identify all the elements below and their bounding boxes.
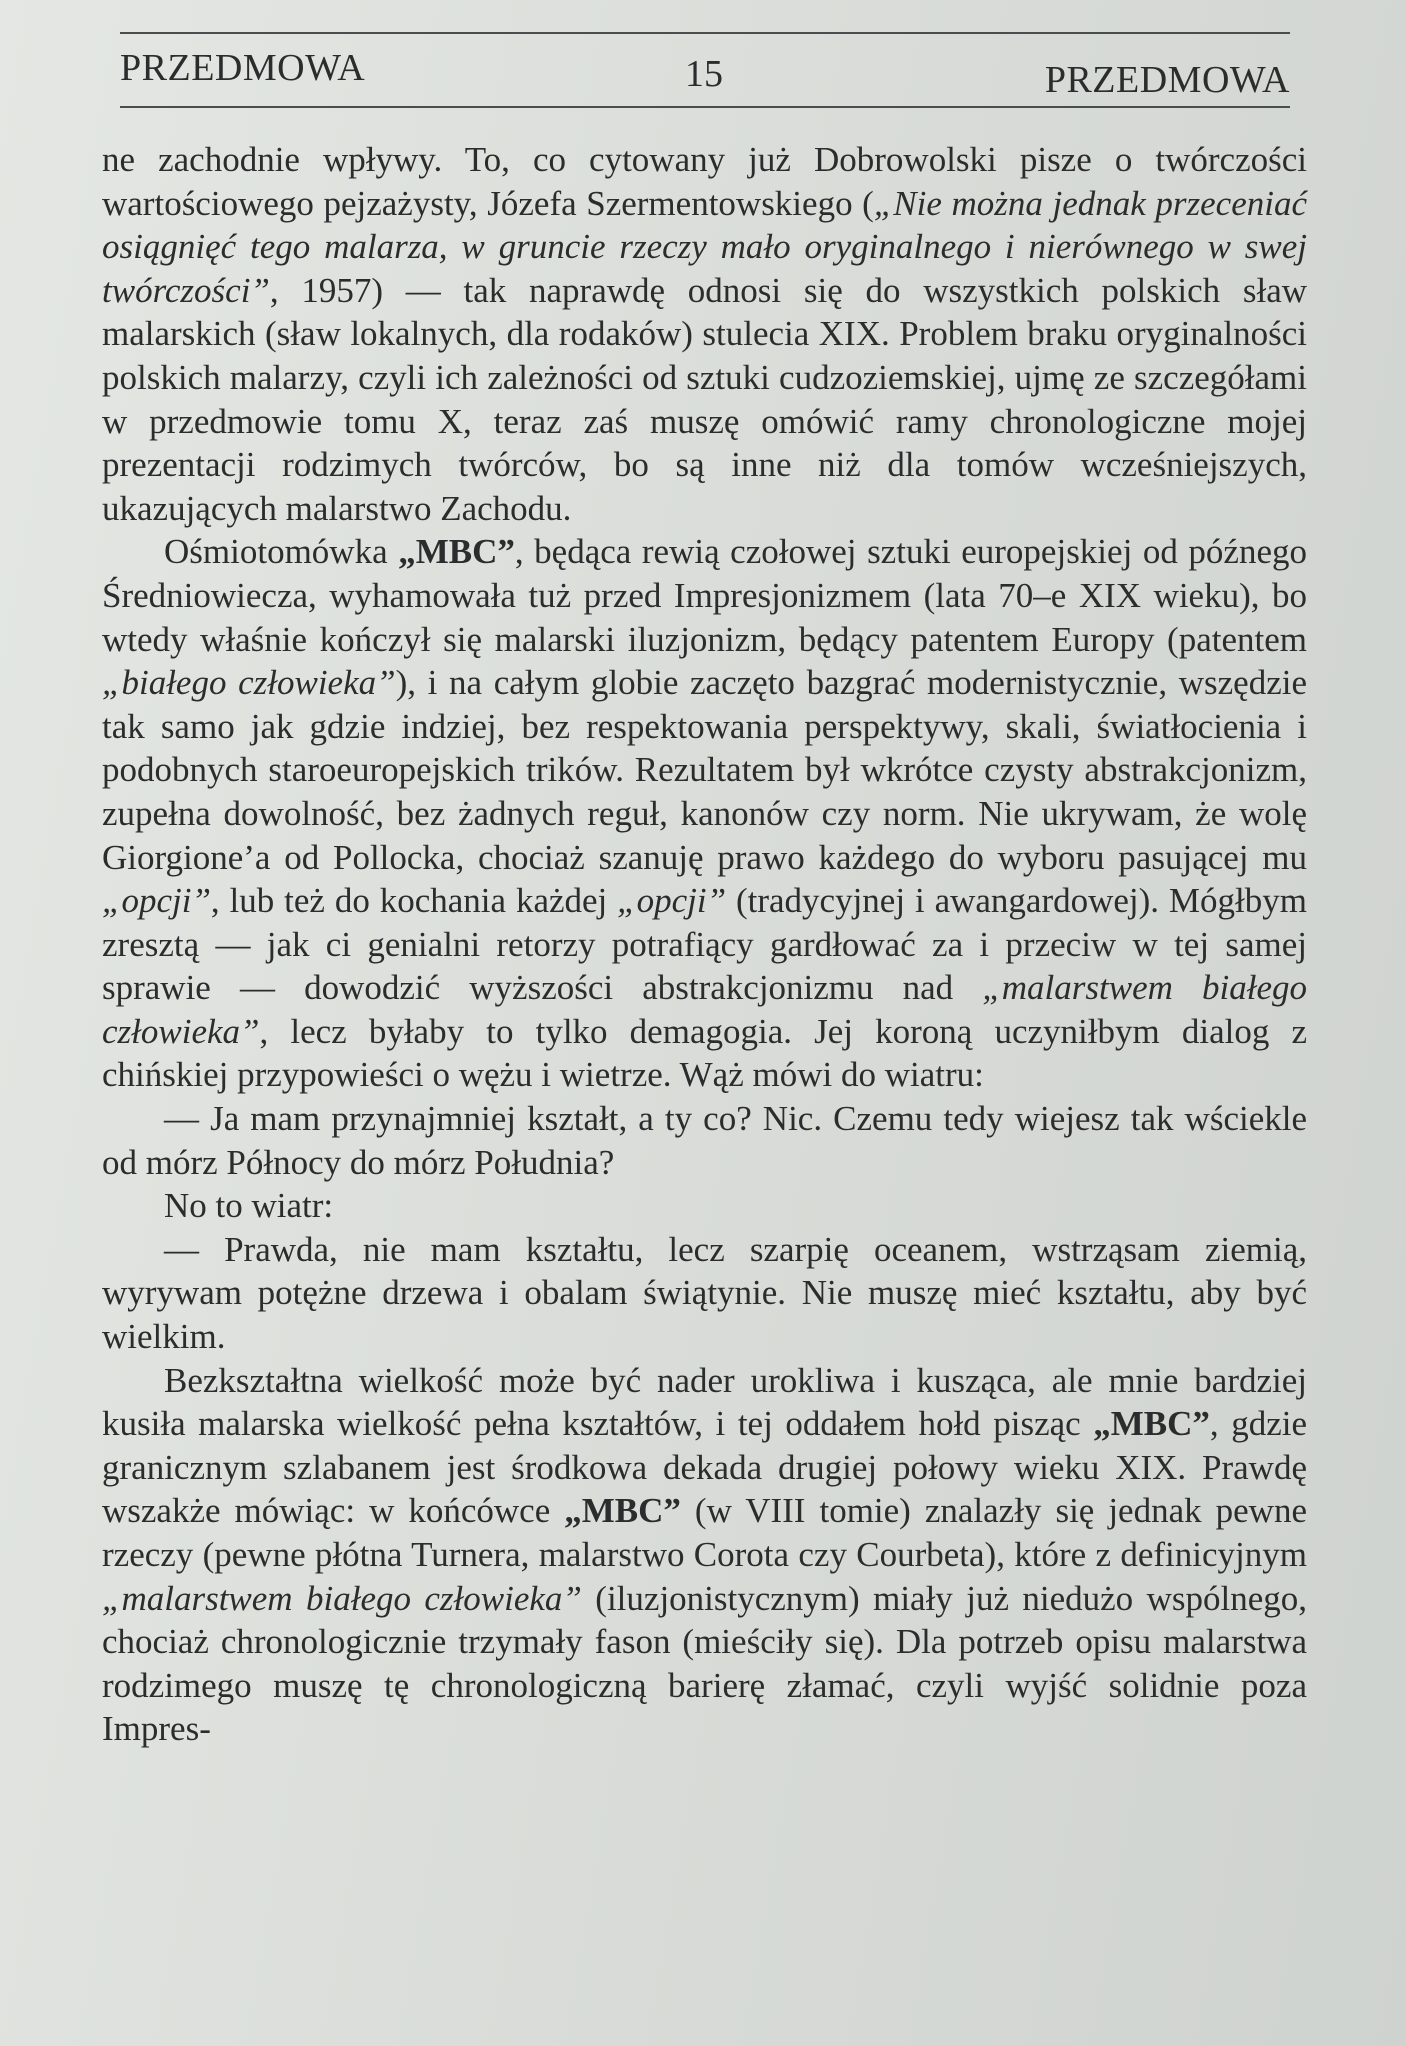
bold-title: „MBC” [398,532,515,572]
text-run: Ośmiotomówka [164,532,399,572]
italic-quote: „malarstwem białego człowieka” [102,968,1307,1051]
italic-quote: „malarstwem białego człowieka” [102,1578,582,1618]
paragraph [102,1184,1307,1228]
text-run: No to wiatr: [164,1186,334,1226]
header-bottom-rule [120,106,1290,108]
bold-title: „MBC” [1093,1404,1210,1444]
text-run: — Ja mam przynajmniej kształt, a ty co? Nic. Czemu tedy wiejesz tak wściekle od mórz Północy do mórz Południa? [102,1099,1307,1182]
text-run: , będąca rewią czołowej sztuki europejskiej od późnego Średniowiecza, wyhamowała tuż przed Impresjonizmem (lata 70–e XIX wieku), bo wtedy właśnie kończył się malarski iluzjonizm, będący patentem Europy (patentem [102,532,1308,659]
body-text [102,138,1307,1751]
text-run: , lub też do kochania każdej [210,881,618,921]
paragraph [102,530,1307,1097]
paragraph [102,1359,1307,1751]
running-header [120,30,1290,110]
text-run: (iluzjonistycznym) miały już niedużo wspólnego, chociaż chronologicznie trzymały fason (mieściły się). Dla potrzeb opisu malarstwa rodzimego muszę tę chronologiczną barierę złamać, czyli wyjść solidnie poza Impres- [102,1578,1307,1749]
header-right-title: PRZEDMOWA [1044,59,1290,101]
paragraph [102,1228,1307,1359]
italic-quote: „Nie można jednak przeceniać osiągnięć tego malarza, w gruncie rzeczy mało oryginalnego i nierównego w swej twórczości” [102,183,1307,310]
bold-title: „MBC” [564,1491,681,1531]
italic-quote: „białego człowieka” [102,663,396,703]
text-run: , gdzie granicznym szlabanem jest środkowa dekada drugiej połowy wieku XIX. Prawdę wszakże mówiąc: w końcówce [102,1404,1307,1531]
text-run: , 1957) — tak naprawdę odnosi się do wszystkich polskich sław malarskich (sław lokalnych, dla rodaków) stulecia XIX. Problem braku oryginalności polskich malarzy, czyli ich zależności od sztuki cudzoziemskiej, ujmę ze szczegółami w przedmowie tomu X, teraz zaś muszę omówić ramy chronologiczne mojej prezentacji rodzimych twórców, bo są inne niż dla tomów wcześniejszych, ukazujących malarstwo Zachodu. [102,270,1307,528]
text-run: (w VIII tomie) znalazły się jednak pewne rzeczy (pewne płótna Turnera, malarstwo Corota czy Courbeta), które z definicyjnym [102,1491,1307,1574]
header-left-title: PRZEDMOWA [120,47,366,89]
paragraph [102,1097,1307,1184]
italic-quote: „opcji” [617,881,727,921]
text-run: ne zachodnie wpływy. To, co cytowany już Dobrowolski pisze o twórczości wartościowego pejzażysty, Józefa Szermentowskiego ( [102,140,1307,223]
header-top-rule [120,32,1290,34]
page-number: 15 [685,53,723,95]
text-run: Bezkształtna wielkość może być nader urokliwa i kusząca, ale mnie bardziej kusiła malarska wielkość pełna kształtów, i tej oddałem hołd pisząc [102,1360,1307,1444]
text-run: ), i na całym globie zaczęto bazgrać modernistycznie, wszędzie tak samo jak gdzie indziej, bez respektowania perspektywy, skali, światłocienia i podobnych staroeuropejskich trików. Rezultatem był wkrótce czysty abstrakcjonizm, zupełna dowolność, bez żadnych reguł, kanonów czy norm. Nie ukrywam, że wolę Giorgione’a od Pollocka, chociaż szanuję prawo każdego do wyboru pasującej mu [102,663,1307,877]
paragraph [102,138,1307,530]
text-run: (tradycyjnej i awangardowej). Mógłbym zresztą — jak ci genialni retorzy potrafiący gardłować za i przeciw w tej samej sprawie — dowodzić wyższości abstrakcjonizmu nad [102,881,1307,1008]
text-run: , lecz byłaby to tylko demagogia. Jej koroną uczyniłbym dialog z chińskiej przypowieści o wężu i wietrze. Wąż mówi do wiatru: [102,1011,1307,1095]
italic-quote: „opcji” [102,881,211,921]
text-run: — Prawda, nie mam kształtu, lecz szarpię oceanem, wstrząsam ziemią, wyrywam potężne drzewa i obalam świątynie. Nie muszę mieć kształtu, aby być wielkim. [102,1229,1307,1357]
